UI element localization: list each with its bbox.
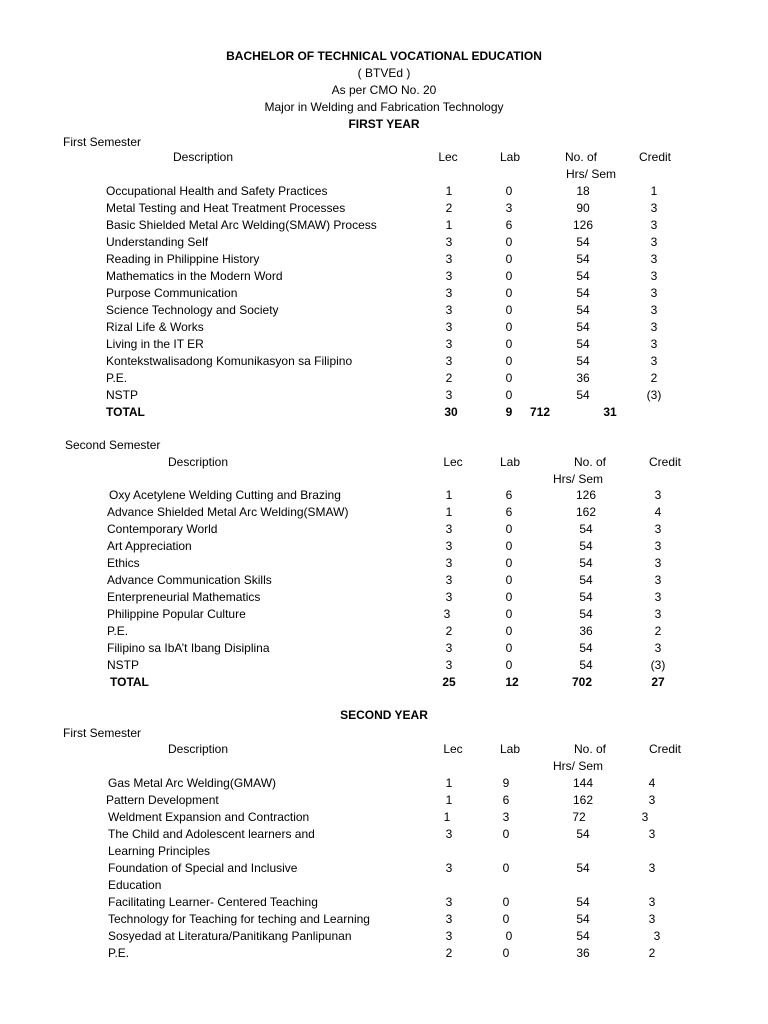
credit-value: 3 xyxy=(648,827,656,841)
course-name: The Child and Adolescent learners and Learning Principles xyxy=(108,827,315,858)
hrs-value: 54 xyxy=(579,573,593,587)
table-row xyxy=(0,268,768,285)
table-row xyxy=(0,183,768,200)
credit-value: 3 xyxy=(654,539,662,553)
hrs-value: 126 xyxy=(572,218,594,232)
credit-value: (3) xyxy=(646,388,662,402)
hrs-value: 54 xyxy=(579,641,593,655)
table-row xyxy=(0,860,768,894)
hrs-value: 54 xyxy=(576,388,590,402)
lab-value: 0 xyxy=(505,556,513,570)
hrs-value: 54 xyxy=(576,235,590,249)
hrs-value: 54 xyxy=(576,929,590,943)
lab-value: 0 xyxy=(505,658,513,672)
credit-value: (3) xyxy=(650,658,666,672)
hrs-value: 54 xyxy=(576,895,590,909)
credit-value: 3 xyxy=(654,488,662,502)
credit-value: 3 xyxy=(641,810,649,824)
hrs-value: 54 xyxy=(576,354,590,368)
lec-value: 3 xyxy=(445,252,453,266)
hrs-value: 54 xyxy=(576,861,590,875)
credit-total: 27 xyxy=(651,675,665,689)
table-row xyxy=(0,370,768,387)
course-name: Kontekstwalisadong Komunikasyon sa Filipino xyxy=(106,354,353,368)
hrs-value: 54 xyxy=(576,337,590,351)
table-row xyxy=(0,319,768,336)
lec-value: 3 xyxy=(445,641,453,655)
lec-value: 3 xyxy=(443,607,451,621)
semester-label: First Semester xyxy=(63,135,142,149)
table-row xyxy=(0,911,768,928)
table-row xyxy=(0,487,768,504)
col-lab: Lab xyxy=(499,150,521,164)
hrs-value: 54 xyxy=(579,522,593,536)
lec-value: 3 xyxy=(445,556,453,570)
lec-value: 1 xyxy=(443,810,451,824)
lec-value: 3 xyxy=(445,388,453,402)
credit-value: 4 xyxy=(648,776,656,790)
course-name: Purpose Communication xyxy=(106,286,238,300)
total-row xyxy=(0,674,768,691)
course-name: Living in the IT ER xyxy=(106,337,204,351)
table-row xyxy=(0,521,768,538)
table-row xyxy=(0,555,768,572)
table-row xyxy=(0,572,768,589)
col-credit: Credit xyxy=(648,455,681,469)
lec-value: 2 xyxy=(445,946,453,960)
credit-value: 3 xyxy=(654,590,662,604)
credit-value: 3 xyxy=(650,218,658,232)
lab-value: 0 xyxy=(505,929,513,943)
first-year-heading: FIRST YEAR xyxy=(348,117,420,131)
table-row xyxy=(0,894,768,911)
lab-value: 0 xyxy=(505,337,513,351)
lab-value: 6 xyxy=(502,793,510,807)
hrs-value: 54 xyxy=(579,658,593,672)
lab-value: 0 xyxy=(505,252,513,266)
lec-value: 3 xyxy=(445,658,453,672)
table-row xyxy=(0,809,768,826)
course-name: Pattern Development xyxy=(106,793,219,807)
table-row xyxy=(0,504,768,521)
table-row xyxy=(0,285,768,302)
credit-value: 3 xyxy=(654,522,662,536)
lec-value: 3 xyxy=(445,354,453,368)
lab-value: 0 xyxy=(505,607,513,621)
hrs-value: 72 xyxy=(572,810,586,824)
lab-value: 0 xyxy=(505,539,513,553)
col-hrs-unit: Hrs/ Sem xyxy=(552,759,603,773)
lab-value: 9 xyxy=(502,776,510,790)
course-name: Science Technology and Society xyxy=(106,303,279,317)
table-row xyxy=(0,336,768,353)
hrs-value: 54 xyxy=(576,303,590,317)
second-year-heading: SECOND YEAR xyxy=(340,708,428,722)
cmo-reference: As per CMO No. 20 xyxy=(331,83,437,97)
lec-value: 3 xyxy=(445,929,453,943)
table-row xyxy=(0,640,768,657)
credit-value: 3 xyxy=(654,607,662,621)
hrs-value: 54 xyxy=(576,252,590,266)
table-row xyxy=(0,387,768,404)
credit-value: 3 xyxy=(654,641,662,655)
lab-value: 0 xyxy=(505,235,513,249)
lab-value: 0 xyxy=(502,912,510,926)
lab-value: 0 xyxy=(505,269,513,283)
table-row xyxy=(0,217,768,234)
credit-value: 3 xyxy=(650,235,658,249)
course-name: Advance Shielded Metal Arc Welding(SMAW) xyxy=(107,505,349,519)
course-name: Metal Testing and Heat Treatment Processes xyxy=(106,201,346,215)
lec-value: 3 xyxy=(445,912,453,926)
col-credit: Credit xyxy=(638,150,671,164)
course-name: P.E. xyxy=(108,946,130,960)
course-name: Filipino sa IbA’t Ibang Disiplina xyxy=(107,641,270,655)
credit-value: 3 xyxy=(650,252,658,266)
hrs-value: 54 xyxy=(579,539,593,553)
credit-value: 2 xyxy=(650,371,658,385)
lab-value: 0 xyxy=(505,303,513,317)
hrs-total: 712 xyxy=(529,405,551,419)
course-name: Oxy Acetylene Welding Cutting and Brazing xyxy=(109,488,341,502)
hrs-value: 54 xyxy=(576,320,590,334)
lab-value: 0 xyxy=(505,522,513,536)
hrs-value: 54 xyxy=(576,286,590,300)
course-name: Occupational Health and Safety Practices xyxy=(106,184,328,198)
lec-value: 3 xyxy=(445,303,453,317)
lab-value: 3 xyxy=(502,810,510,824)
table-row xyxy=(0,945,768,962)
credit-value: 3 xyxy=(654,556,662,570)
credit-value: 3 xyxy=(648,895,656,909)
col-lec: Lec xyxy=(443,742,463,756)
table-row xyxy=(0,302,768,319)
col-description: Description xyxy=(168,742,229,756)
lec-value: 3 xyxy=(445,539,453,553)
table-row xyxy=(0,775,768,792)
course-name: Weldment Expansion and Contraction xyxy=(108,810,310,824)
lec-value: 3 xyxy=(445,286,453,300)
column-header xyxy=(0,454,768,488)
table-row xyxy=(0,792,768,809)
lab-value: 0 xyxy=(505,590,513,604)
credit-value: 2 xyxy=(648,946,656,960)
lec-value: 3 xyxy=(445,861,453,875)
course-name: Advance Communication Skills xyxy=(107,573,272,587)
lab-value: 6 xyxy=(505,218,513,232)
course-name: NSTP xyxy=(107,658,140,672)
lec-total: 30 xyxy=(444,405,458,419)
course-name: Enterpreneurial Mathematics xyxy=(107,590,261,604)
course-name: P.E. xyxy=(106,371,128,385)
course-name: Philippine Popular Culture xyxy=(107,607,246,621)
lec-value: 3 xyxy=(445,573,453,587)
credit-value: 1 xyxy=(650,184,658,198)
semester-label: First Semester xyxy=(63,726,142,740)
lec-value: 3 xyxy=(445,269,453,283)
course-name: Reading in Philippine History xyxy=(106,252,260,266)
hrs-value: 36 xyxy=(576,946,590,960)
lec-value: 3 xyxy=(445,522,453,536)
table-row xyxy=(0,234,768,251)
table-row xyxy=(0,606,768,623)
course-table xyxy=(0,775,768,962)
course-name: Sosyedad at Literatura/Panitikang Panlipunan xyxy=(108,929,352,943)
lec-value: 2 xyxy=(445,201,453,215)
lec-value: 1 xyxy=(445,793,453,807)
credit-value: 3 xyxy=(654,573,662,587)
total-row xyxy=(0,404,768,421)
lab-value: 6 xyxy=(505,488,513,502)
col-lec: Lec xyxy=(443,455,463,469)
hrs-value: 54 xyxy=(576,827,590,841)
table-row xyxy=(0,589,768,606)
credit-value: 3 xyxy=(653,929,661,943)
hrs-value: 126 xyxy=(575,488,597,502)
course-name: Understanding Self xyxy=(106,235,209,249)
lec-value: 1 xyxy=(445,776,453,790)
course-name: Basic Shielded Metal Arc Welding(SMAW) Process xyxy=(106,218,377,232)
credit-value: 3 xyxy=(650,337,658,351)
course-name: Facilitating Learner- Centered Teaching xyxy=(108,895,318,909)
program-abbreviation: ( BTVEd ) xyxy=(357,66,411,80)
column-header xyxy=(0,741,768,775)
credit-value: 3 xyxy=(650,354,658,368)
lab-value: 3 xyxy=(505,201,513,215)
major-title: Major in Welding and Fabrication Technology xyxy=(264,100,504,114)
course-name: Rizal Life & Works xyxy=(106,320,204,334)
credit-value: 3 xyxy=(648,912,656,926)
col-description: Description xyxy=(168,455,229,469)
col-description: Description xyxy=(173,150,234,164)
hrs-value: 144 xyxy=(572,776,594,790)
credit-value: 3 xyxy=(650,303,658,317)
hrs-value: 90 xyxy=(576,201,590,215)
table-row xyxy=(0,353,768,370)
col-lab: Lab xyxy=(499,455,521,469)
program-title: BACHELOR OF TECHNICAL VOCATIONAL EDUCATION xyxy=(226,49,542,63)
hrs-total: 702 xyxy=(571,675,593,689)
course-name: Gas Metal Arc Welding(GMAW) xyxy=(108,776,277,790)
hrs-value: 36 xyxy=(576,371,590,385)
hrs-value: 162 xyxy=(575,505,597,519)
lab-total: 9 xyxy=(505,405,513,419)
course-name: Art Appreciation xyxy=(107,539,192,553)
lec-value: 1 xyxy=(445,184,453,198)
lab-value: 0 xyxy=(505,573,513,587)
lec-value: 2 xyxy=(445,624,453,638)
course-name: Foundation of Special and Inclusive Education xyxy=(108,861,298,892)
lab-value: 0 xyxy=(502,827,510,841)
table-row xyxy=(0,251,768,268)
table-row xyxy=(0,657,768,674)
lec-value: 3 xyxy=(445,337,453,351)
lec-value: 1 xyxy=(445,488,453,502)
total-label: TOTAL xyxy=(106,405,145,419)
col-lec: Lec xyxy=(438,150,458,164)
lec-value: 1 xyxy=(445,218,453,232)
col-credit: Credit xyxy=(648,742,681,756)
credit-value: 3 xyxy=(650,286,658,300)
hrs-value: 54 xyxy=(579,607,593,621)
table-row xyxy=(0,538,768,555)
col-hrs: No. of xyxy=(564,150,597,164)
lab-value: 6 xyxy=(505,505,513,519)
lab-value: 0 xyxy=(505,624,513,638)
hrs-value: 36 xyxy=(579,624,593,638)
credit-value: 3 xyxy=(648,861,656,875)
lab-value: 0 xyxy=(502,895,510,909)
course-name: Mathematics in the Modern Word xyxy=(106,269,283,283)
col-hrs: No. of xyxy=(573,742,606,756)
col-lab: Lab xyxy=(499,742,521,756)
lab-value: 0 xyxy=(505,286,513,300)
hrs-value: 54 xyxy=(576,269,590,283)
semester-label: Second Semester xyxy=(65,438,161,452)
hrs-value: 54 xyxy=(579,556,593,570)
course-name: Ethics xyxy=(107,556,140,570)
credit-value: 3 xyxy=(650,201,658,215)
col-hrs: No. of xyxy=(573,455,606,469)
course-name: P.E. xyxy=(107,624,129,638)
lab-value: 0 xyxy=(505,354,513,368)
credit-value: 3 xyxy=(650,320,658,334)
col-hrs-unit: Hrs/ Sem xyxy=(565,167,616,181)
hrs-value: 54 xyxy=(579,590,593,604)
hrs-value: 162 xyxy=(572,793,594,807)
lab-value: 0 xyxy=(505,641,513,655)
lec-value: 1 xyxy=(445,505,453,519)
lec-value: 2 xyxy=(445,371,453,385)
credit-value: 2 xyxy=(654,624,662,638)
lec-value: 3 xyxy=(445,590,453,604)
credit-value: 3 xyxy=(650,269,658,283)
course-name: Technology for Teaching for teching and Learning xyxy=(108,912,370,926)
credit-value: 3 xyxy=(648,793,656,807)
lec-value: 3 xyxy=(445,320,453,334)
hrs-value: 18 xyxy=(576,184,590,198)
lab-value: 0 xyxy=(505,371,513,385)
table-row xyxy=(0,826,768,860)
lab-value: 0 xyxy=(505,184,513,198)
hrs-value: 54 xyxy=(576,912,590,926)
lab-value: 0 xyxy=(502,861,510,875)
lab-value: 0 xyxy=(505,320,513,334)
lab-value: 0 xyxy=(502,946,510,960)
lab-total: 12 xyxy=(505,675,519,689)
course-name: Contemporary World xyxy=(107,522,218,536)
table-row xyxy=(0,623,768,640)
column-header xyxy=(0,149,768,183)
lec-total: 25 xyxy=(442,675,456,689)
course-table xyxy=(0,183,768,421)
table-row xyxy=(0,200,768,217)
credit-total: 31 xyxy=(603,405,617,419)
lec-value: 3 xyxy=(445,235,453,249)
col-hrs-unit: Hrs/ Sem xyxy=(552,472,603,486)
lab-value: 0 xyxy=(505,388,513,402)
lec-value: 3 xyxy=(445,827,453,841)
total-label: TOTAL xyxy=(110,675,149,689)
course-table xyxy=(0,487,768,691)
table-row xyxy=(0,928,768,945)
lec-value: 3 xyxy=(445,895,453,909)
course-name: NSTP xyxy=(106,388,139,402)
credit-value: 4 xyxy=(654,505,662,519)
